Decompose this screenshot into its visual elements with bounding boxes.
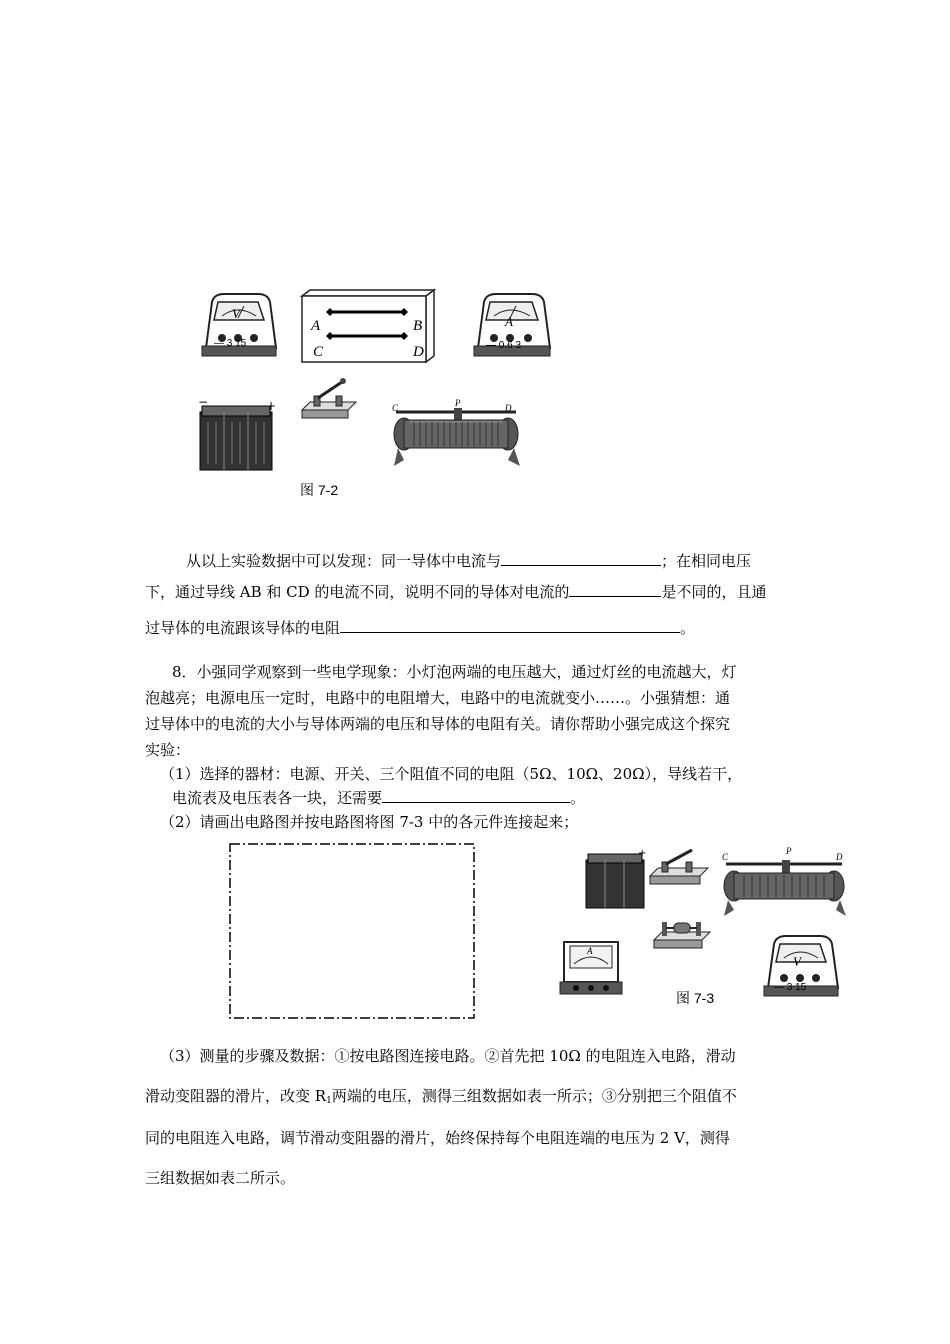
battery-icon <box>582 848 648 910</box>
text: 。 <box>680 619 696 637</box>
part-3-line-4: 三组数据如表二所示。 <box>145 1169 296 1187</box>
question-8-line-3: 过导体中的电流的大小与导体两端的电压和导体的电阻有关。请你帮助小强完成这个探究 <box>145 715 731 733</box>
text: ；在相同电压 <box>661 552 752 570</box>
circuit-drawing-area[interactable] <box>228 842 478 1022</box>
question-8-line-2: 泡越亮；电源电压一定时，电路中的电阻增大，电路中的电流就变小……。小强猜想：通 <box>145 689 731 707</box>
figure-caption: 图 7-3 <box>676 990 715 1006</box>
ammeter-symbol: A <box>505 314 513 329</box>
ammeter-symbol: A <box>587 946 593 956</box>
svg-text:+: + <box>266 399 277 413</box>
battery-icon <box>196 395 278 472</box>
ammeter-terminals: — 0.6 3 <box>486 340 522 351</box>
svg-text:−: − <box>198 395 209 409</box>
switch-icon <box>648 848 710 888</box>
rheostat-icon <box>390 404 524 470</box>
rheostat-label-p: P <box>786 846 792 856</box>
answer-blank[interactable] <box>382 788 570 803</box>
question-8-part-1-line-2 <box>172 788 585 808</box>
text: 。 <box>570 789 586 807</box>
text: 下，通过导线 AB 和 CD 的电流不同，说明不同的导体对电流的 <box>145 583 570 601</box>
text: 是不同的，且通 <box>661 583 767 601</box>
text: 两端的电压，测得三组数据如表一所示；③分别把三个阻值不 <box>331 1087 737 1105</box>
answer-blank[interactable] <box>501 551 661 566</box>
board-label-c: C <box>313 344 324 360</box>
answer-blank[interactable] <box>569 582 661 597</box>
voltmeter-symbol: V <box>793 954 801 969</box>
subscript: 1 <box>326 1096 332 1106</box>
voltmeter-terminals: — 3 15 <box>214 338 247 349</box>
findings-line-1 <box>186 551 751 571</box>
text: 过导体的电流跟该导体的电阻 <box>145 619 341 637</box>
text: 滑动变阻器的滑片，改变 R <box>145 1087 327 1105</box>
text: 电流表及电压表各一块，还需要 <box>172 789 383 807</box>
rheostat-label-p: P <box>455 398 461 408</box>
question-8-line-1: 8．小强同学观察到一些电学现象：小灯泡两端的电压越大，通过灯丝的电流越大，灯 <box>172 663 737 681</box>
voltmeter-symbol: V <box>232 306 240 321</box>
board-label-b: B <box>413 318 423 334</box>
part-3-line-3: 同的电阻连入电路，调节滑动变阻器的滑片，始终保持每个电阻连端的电压为 2 V，测得 <box>145 1129 730 1147</box>
rheostat-label-d: D <box>505 403 512 413</box>
rheostat-label-c: C <box>722 852 729 862</box>
text: 从以上实验数据中可以发现：同一导体中电流与 <box>186 552 502 570</box>
rheostat-label-c: C <box>392 403 399 413</box>
findings-line-2 <box>145 582 766 602</box>
part-3-line-1: （3）测量的步骤及数据：①按电路图连接电路。②首先把 10Ω 的电阻连入电路，滑动 <box>160 1047 736 1065</box>
question-8-part-2: （2）请画出电路图并按电路图将图 7-3 中的各元件连接起来； <box>160 813 579 831</box>
findings-line-3 <box>145 618 695 638</box>
resistor-icon <box>652 918 712 950</box>
voltmeter-terminals: — 3 15 <box>774 982 807 993</box>
rheostat-icon <box>720 858 850 920</box>
figure-caption: 图 7-2 <box>300 482 339 498</box>
question-8-line-4: 实验： <box>145 741 191 759</box>
switch-icon <box>300 378 358 422</box>
answer-blank[interactable] <box>340 618 680 633</box>
svg-text:+: + <box>638 848 647 859</box>
board-label-d: D <box>413 344 424 360</box>
question-8-part-1-line-1: （1）选择的器材：电源、开关、三个阻值不同的电阻（5Ω、10Ω、20Ω），导线若干， <box>160 765 743 783</box>
voltmeter-icon <box>198 290 278 360</box>
rheostat-label-d: D <box>836 852 843 862</box>
board-label-a: A <box>311 318 321 334</box>
part-3-line-2 <box>145 1086 737 1111</box>
